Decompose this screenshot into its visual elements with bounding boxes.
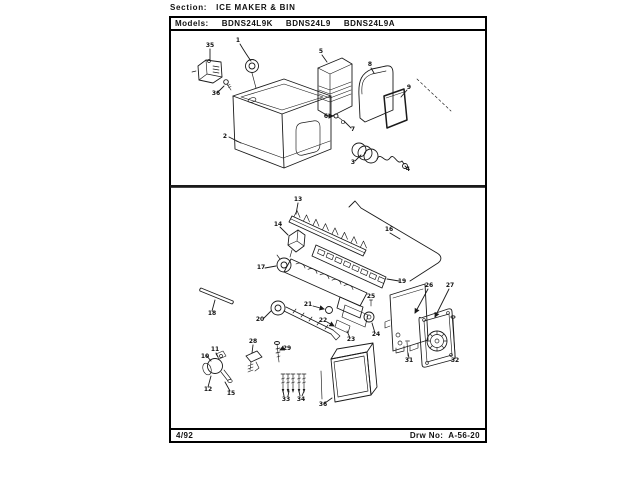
model-number: BDNS24L9K	[221, 19, 273, 28]
callout-16: 16	[384, 226, 394, 233]
callout-13: 13	[293, 196, 303, 203]
part-ice-bin	[233, 79, 331, 168]
part-ejector-blades	[277, 255, 367, 306]
revision-date: 4/92	[176, 431, 194, 440]
callout-1: 1	[235, 37, 241, 44]
part-mounting-screw	[275, 342, 281, 363]
callout-5: 5	[318, 48, 324, 55]
callout-15: 15	[226, 390, 236, 397]
models-label: Models:	[175, 19, 209, 28]
callout-4: 4	[405, 166, 411, 173]
callout-19: 19	[397, 278, 407, 285]
section-title: ICE MAKER & BIN	[216, 3, 296, 12]
callout-27: 27	[445, 282, 455, 289]
section-divider	[170, 185, 485, 188]
callout-3: 3	[350, 159, 356, 166]
part-icemaker-cover	[331, 343, 377, 402]
callout-29: 29	[282, 345, 292, 352]
leader-lines-upper	[210, 44, 407, 168]
part-bearing	[246, 60, 259, 89]
model-number: BDNS24L9A	[343, 19, 396, 28]
assembly-guide-line	[417, 79, 451, 111]
part-side-panel	[384, 89, 407, 128]
section-label: Section:	[170, 3, 208, 12]
callout-24: 24	[371, 331, 381, 338]
part-panel-screw	[334, 114, 345, 124]
callout-18: 18	[207, 310, 217, 317]
part-louvered-panel	[318, 58, 352, 117]
callout-36: 36	[211, 90, 221, 97]
ice-bin-assembly-drawing	[192, 44, 451, 169]
part-bearing-ring	[326, 307, 333, 314]
callout-22: 22	[318, 317, 328, 324]
callout-36: 36	[318, 401, 328, 408]
ice-maker-assembly-drawing	[200, 201, 456, 403]
part-shaft-rod	[200, 288, 234, 304]
callout-17: 17	[256, 264, 266, 271]
part-fill-tube	[246, 351, 262, 372]
callout-2: 2	[222, 133, 228, 140]
callout-14: 14	[273, 221, 283, 228]
callout-26: 26	[424, 282, 434, 289]
callout-20: 20	[255, 316, 265, 323]
part-auger-motor	[192, 60, 222, 84]
drawing-number: A-56-20	[448, 431, 480, 440]
part-ice-stripper	[289, 211, 367, 257]
callout-34: 34	[296, 396, 306, 403]
callout-10: 10	[200, 353, 210, 360]
callout-12: 12	[203, 386, 213, 393]
part-motor-screw	[224, 80, 231, 90]
callout-23: 23	[346, 336, 356, 343]
part-fill-cup	[288, 230, 305, 257]
callout-31: 31	[404, 357, 414, 364]
part-ice-mold	[312, 245, 386, 288]
callout-28: 28	[248, 338, 258, 345]
callout-32: 32	[450, 357, 460, 364]
part-module-housing	[419, 309, 455, 367]
guide-line	[321, 371, 322, 399]
part-mold-head-bracket	[335, 297, 374, 333]
model-number: BDNS24L9	[285, 19, 331, 28]
callout-9: 9	[406, 84, 412, 91]
callout-11: 11	[210, 346, 220, 353]
callout-35: 35	[205, 42, 215, 49]
callout-21: 21	[303, 301, 313, 308]
callout-6: 6	[323, 113, 329, 120]
part-support-plate	[385, 284, 428, 353]
callout-7: 7	[350, 126, 356, 133]
part-mold-screws	[281, 374, 306, 393]
drawing-number-label: Drw No:	[409, 431, 444, 440]
callout-8: 8	[367, 61, 373, 68]
callout-25: 25	[366, 293, 376, 300]
callout-33: 33	[281, 396, 291, 403]
